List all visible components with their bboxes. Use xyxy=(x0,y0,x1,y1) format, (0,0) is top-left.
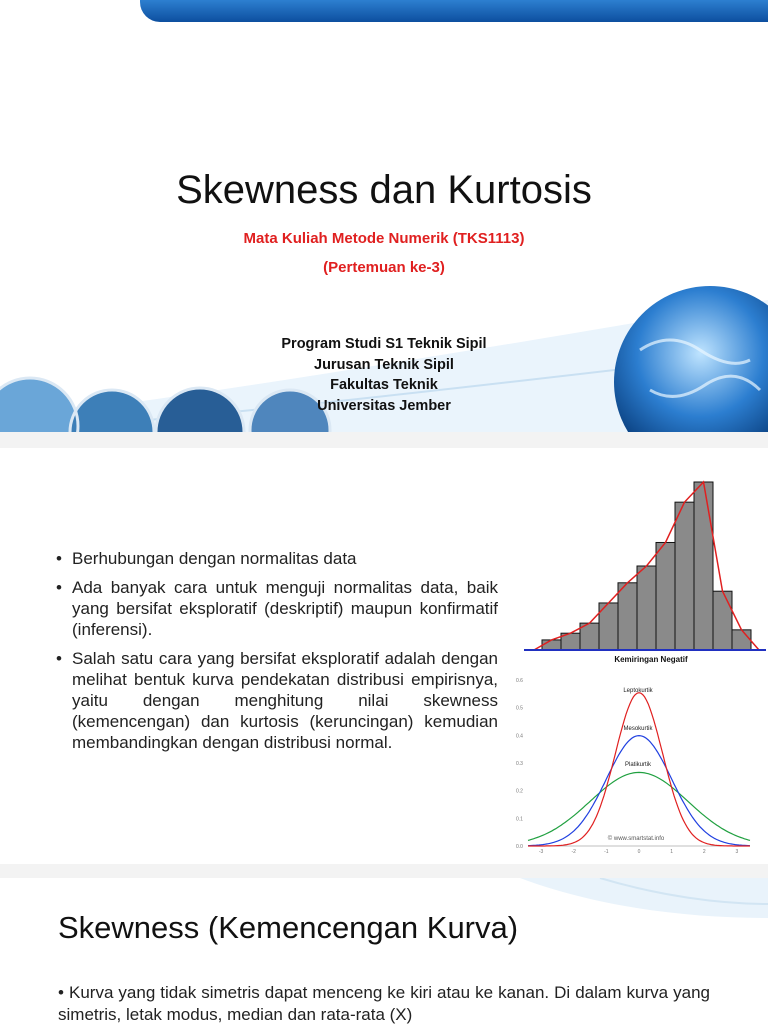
y-tick-label: 0.5 xyxy=(516,705,523,712)
meeting-subtitle: (Pertemuan ke-3) xyxy=(323,259,445,276)
institution-line: Jurusan Teknik Sipil xyxy=(314,356,454,373)
y-tick-label: 0.4 xyxy=(516,733,523,740)
bullet-item: • Kurva yang tidak simetris dapat menceng ke kiri atau ke kanan. Di dalam kurva yang simetris, letak modus, median dan rata-rata (X) xyxy=(58,982,710,1024)
institution-line: Program Studi S1 Teknik Sipil xyxy=(281,336,487,352)
content-slide xyxy=(0,448,768,864)
slide-gap xyxy=(0,432,768,448)
x-tick-label: -1 xyxy=(604,849,609,854)
y-tick-label: 0.3 xyxy=(516,761,523,767)
bullet-item: • Salah satu cara yang bersifat eksploratif adalah dengan melihat bentuk kurva pendekatan distribusi empirisnya, yaitu dengan menghitung nilai skewness (kemencengan) dan kurtosis (keruncingan) kemudian membandingkan dengan distribusi normal. xyxy=(56,648,498,753)
y-tick-label: 0.2 xyxy=(516,788,523,795)
histogram-bar xyxy=(694,482,713,650)
institution-line: Fakultas Teknik xyxy=(330,377,438,393)
bullet-list xyxy=(56,548,498,761)
leptokurtik-curve xyxy=(528,693,750,846)
title-slide xyxy=(0,0,768,432)
bullet-item: • Ada banyak cara untuk menguji normalitas data, baik yang bersifat eksploratif (deskriptif) maupun konfirmatif (inferensi). xyxy=(56,577,498,640)
slide-gap xyxy=(0,864,768,878)
platikurtik-curve xyxy=(528,772,750,840)
course-subtitle: Mata Kuliah Metode Numerik (TKS1113) xyxy=(243,230,525,247)
y-tick-label: 0.1 xyxy=(516,816,523,823)
x-tick-label: 3 xyxy=(735,849,739,854)
histogram-caption: Kemiringan Negatif xyxy=(614,655,688,664)
mesokurtik-curve xyxy=(528,736,750,846)
histogram-bar xyxy=(732,630,751,650)
institution-block xyxy=(0,334,768,416)
x-tick-label: -2 xyxy=(571,849,576,854)
y-tick-label: 0.6 xyxy=(516,678,523,684)
watermark: © www.smartstat.info xyxy=(607,836,665,842)
slide-title: Skewness dan Kurtosis xyxy=(176,168,592,212)
histogram-bar xyxy=(713,591,732,650)
institution-line: Universitas Jember xyxy=(317,397,451,414)
platikurtik-label: Platikurtik xyxy=(624,762,652,768)
histogram-bar xyxy=(637,566,656,650)
bullet-item: • Berhubungan dengan normalitas data xyxy=(56,548,498,569)
histogram-bar xyxy=(542,640,561,650)
negative-skew-histogram xyxy=(514,474,768,664)
x-tick-label: 1 xyxy=(670,849,674,854)
x-tick-label: 2 xyxy=(702,849,706,854)
x-tick-label: 0 xyxy=(637,849,641,854)
histogram-bar xyxy=(675,502,694,650)
leptokurtik-label: Leptokurtik xyxy=(623,688,653,694)
histogram-bar xyxy=(618,583,637,650)
mesokurtik-label: Mesokurtik xyxy=(623,726,653,732)
skewness-slide xyxy=(0,878,768,1024)
kurtosis-chart xyxy=(514,674,768,854)
histogram-bar xyxy=(656,542,675,650)
x-tick-label: -3 xyxy=(538,849,544,854)
y-tick-label: 0.0 xyxy=(516,844,523,850)
slide-heading: Skewness (Kemencengan Kurva) xyxy=(58,910,519,945)
